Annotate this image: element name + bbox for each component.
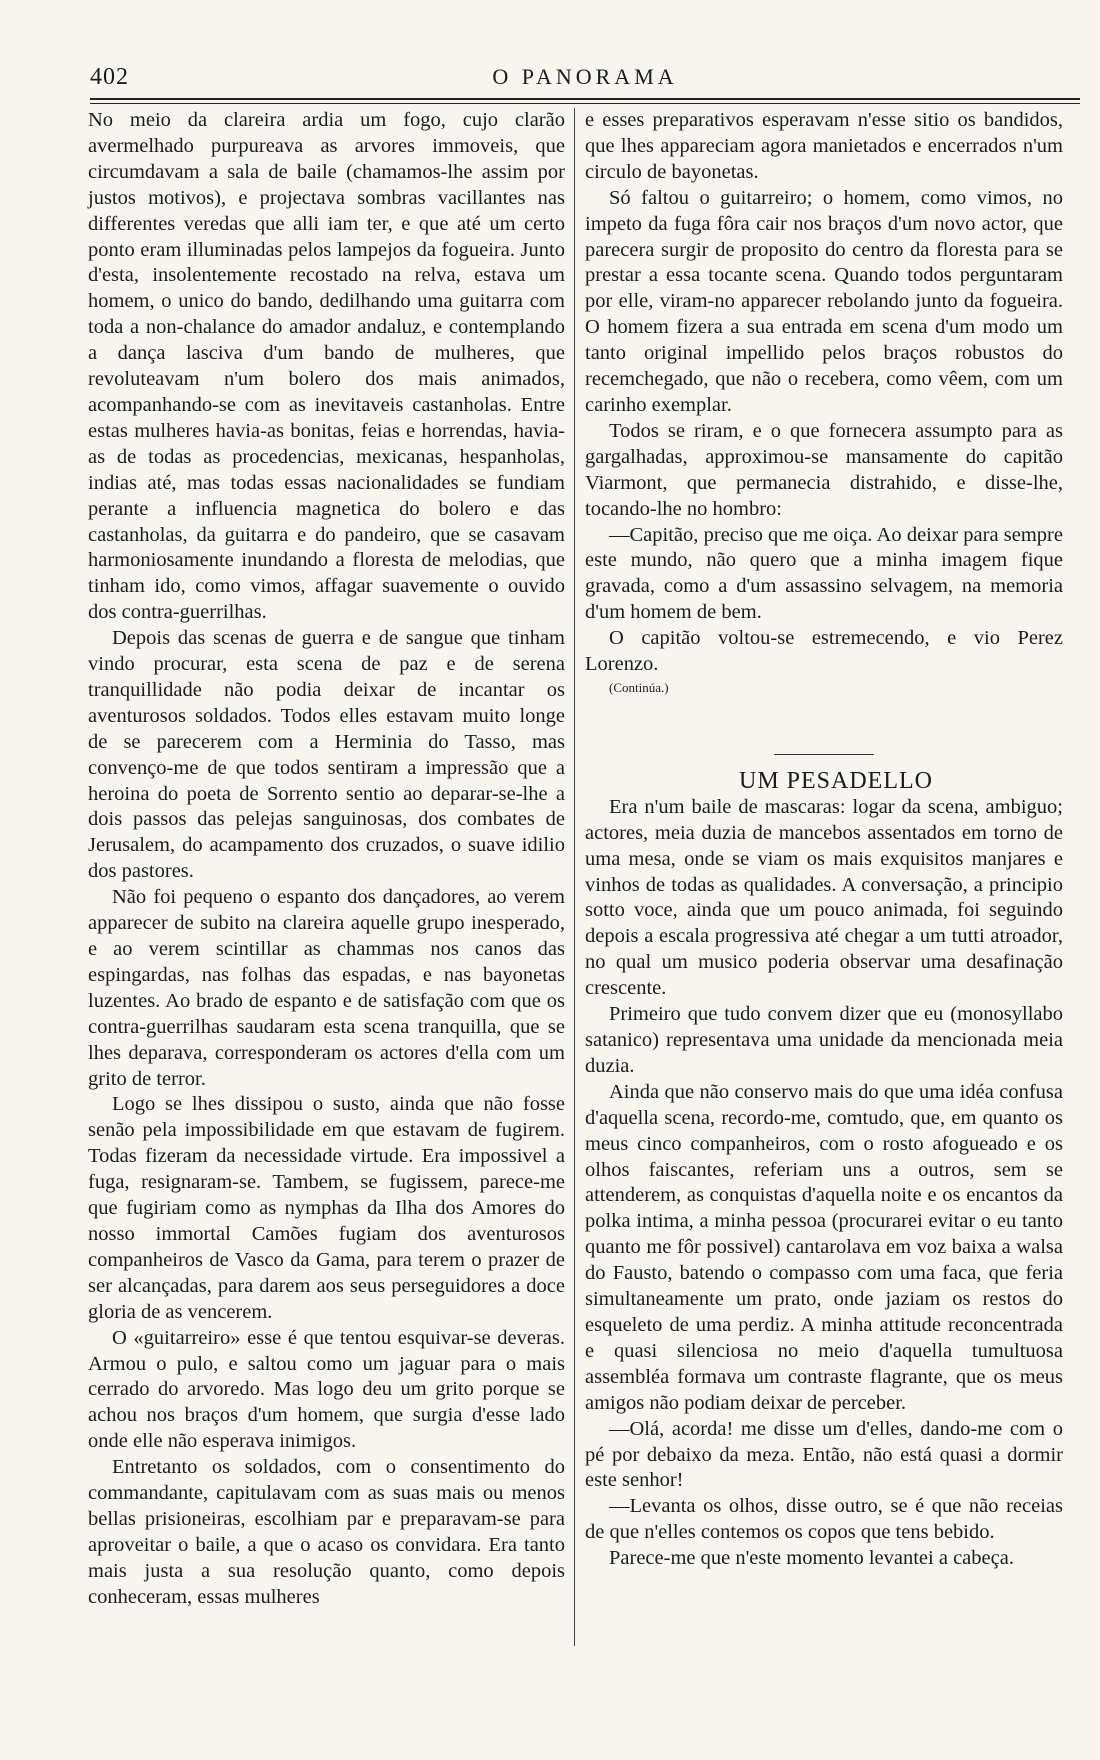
left-column: [88, 108, 565, 1611]
continued-note: (Continúa.): [609, 679, 669, 695]
paragraph: Logo se lhes dissipou o susto, ainda que não fosse senão pela impossibilidade em que estavam de fugirem. Todas fizeram da necessidade virtude. Era impossivel a fuga, resignaram-se. Tambem, se fugissem, parece-me que fugiriam como as nymphas da Ilha dos Amores do nosso immortal Camões fugiam dos aventurosos companheiros de Vasco da Gama, para terem o prazer de ser alcançadas, para darem aos seus perseguidores a doce gloria de as vencerem.: [88, 1093, 565, 1323]
paragraph: Entretanto os soldados, com o consentimento do commandante, capitulavam com as suas mais ou menos bellas prisioneiras, escolhiam par e preparavam-se para aproveitar o baile, a que o acaso os convidara. Era tanto mais justa a sua resolução quanto, como depois conheceram, essas mulheres: [88, 1456, 565, 1608]
header-rule-thin: [90, 103, 1080, 104]
paragraph: Ainda que não conservo mais do que uma idéa confusa d'aquella scena, recordo-me, comtudo, que, em quanto os meus cinco companheiros, com o rosto afogueado e os olhos faiscantes, referiam uns a outros, sem se attenderem, as conquistas d'aquella noite e os encantos da polka intima, a minha pessoa (procurarei evitar o eu tanto quanto me fôr possivel) cantarolava em voz baixa a walsa do Fausto, batendo o compasso com uma faca, que feria simultaneamente um prato, onde jaziam os restos do esqueleto de uma perdiz. A minha attitude reconcentrada e quasi silenciosa no meio d'aquella tumultuosa assembléa formava um contraste flagrante, que os meus amigos não podiam deixar de perceber.: [585, 1080, 1063, 1414]
page-number: 402: [90, 64, 129, 90]
paragraph: e esses preparativos esperavam n'esse sitio os bandidos, que lhes appareciam agora manietados e encerrados n'um circulo de bayonetas.: [585, 109, 1063, 183]
section-title: UM PESADELLO: [738, 767, 933, 794]
paragraph: Parece-me que n'este momento levantei a cabeça.: [609, 1547, 1014, 1570]
paragraph: Só faltou o guitarreiro; o homem, como vimos, no impeto da fuga fôra cair nos braços d'um novo actor, que parecera surgir de proposito do centro da floresta para se prestar a essa tocante scena. Quando todos perguntaram por elle, viram-no apparecer rebolando junto da fogueira. O homem fizera a sua entrada em scena d'um modo um tanto original impellido pelos braços robustos do recemchegado, que não o recebera, como vêem, com um carinho exemplar.: [585, 186, 1063, 416]
header-rule: [90, 98, 1080, 100]
column-divider: [574, 108, 575, 1646]
paragraph: O capitão voltou-se estremecendo, e vio Perez Lorenzo.: [585, 627, 1063, 676]
paragraph: Não foi pequeno o espanto dos dançadores, ao verem apparecer de subito na clareira aquelle grupo inesperado, e ao verem scintillar as chammas nos canos das espingardas, nas folhas das espadas, e nas bayonetas luzentes. Ao brado de espanto e de satisfação com que os contra-guerrilhas saudaram esta scena tranquilla, que se lhes deparava, corresponderam os actores d'ella com um grito de terror.: [88, 886, 565, 1090]
paragraph: Era n'um baile de mascaras: logar da scena, ambiguo; actores, meia duzia de mancebos assentados em torno de uma mesa, onde se viam os mais exquisitos manjares e vinhos de todas as qualidades. A conversação, a principio sotto voce, ainda que um pouco animada, foi seguindo depois a escala progressiva até chegar a um tutti atroador, no qual um musico poderia observar uma desafinação crescente.: [585, 795, 1063, 1000]
journal-title: O PANORAMA: [492, 64, 678, 89]
paragraph: O «guitarreiro» esse é que tentou esquivar-se deveras. Armou o pulo, e saltou como um jaguar para o mais cerrado do arvoredo. Mas logo deu um grito porque se achou nos braços d'um homem, que surgia d'esse lado onde elle não esperava inimigos.: [88, 1326, 565, 1453]
paragraph: Depois das scenas de guerra e de sangue que tinham vindo procurar, esta scena de paz e de serena tranquillidade não podia deixar de incantar os aventurosos soldados. Todos elles estavam muito longe de se parecerem com a Herminia do Tasso, mas convenço-me de que todos sentiram a impressão que a heroina do poeta de Sorrento sentio ao deparar-se-lhe a dois passos das pelejas sanguinosas, dos combates de Jerusalem, do acampamento dos cruzados, o suave idilio dos pastores.: [88, 627, 565, 883]
paragraph: —Capitão, preciso que me oiça. Ao deixar para sempre este mundo, não quero que a minha imagem fique gravada, como a d'um assassino selvagem, na memoria d'um homem de bem.: [585, 523, 1063, 624]
paragraph: —Olá, acorda! me disse um d'elles, dando-me com o pé por debaixo da meza. Então, não está quasi a dormir este senhor!: [585, 1417, 1063, 1492]
paragraph: No meio da clareira ardia um fogo, cujo clarão avermelhado purpureava as arvores immoveis, que circumdavam a sala de baile (chamamos-lhe assim por justos motivos), e projectava sombras vacillantes nas differentes veredas que alli iam ter, e que até um certo ponto eram illuminadas pelos lampejos da fogueira. Junto d'esta, insolentemente recostado na relva, estava um homem, o unico do bando, dedilhando uma guitarra com toda a non-chalance do amador andaluz, e contemplando a dança lasciva d'um bando de mulheres, que revoluteavam n'um bolero dos mais animados, acompanhando-se com as inevitaveis castanholas. Entre estas mulheres havia-as bonitas, feias e horrendas, havia-as de todas as procedencias, mexicanas, hespanholas, indias até, mas todas essas nacionalidades se fundiam perante a influencia magnetica do bolero e das castanholas, da guitarra e do pandeiro, que se casavam harmoniosamente inundando a floresta de melodias, que tinham ido, como vimos, affagar suavemente o ouvido dos contra-guerrilhas.: [88, 109, 565, 624]
right-column: [585, 108, 1063, 1572]
section-divider: [774, 754, 874, 755]
paragraph: —Levanta os olhos, disse outro, se é que não receias de que n'elles contemos os copos que tens bebido.: [585, 1495, 1063, 1544]
paragraph: Primeiro que tudo convem dizer que eu (monosyllabo satanico) representava uma unidade da mencionada meia duzia.: [585, 1003, 1063, 1077]
paragraph: Todos se riram, e o que fornecera assumpto para as gargalhadas, approximou-se mansamente do capitão Viarmont, que permanecia distrahido, e disse-lhe, tocando-lhe no hombro:: [585, 419, 1063, 520]
